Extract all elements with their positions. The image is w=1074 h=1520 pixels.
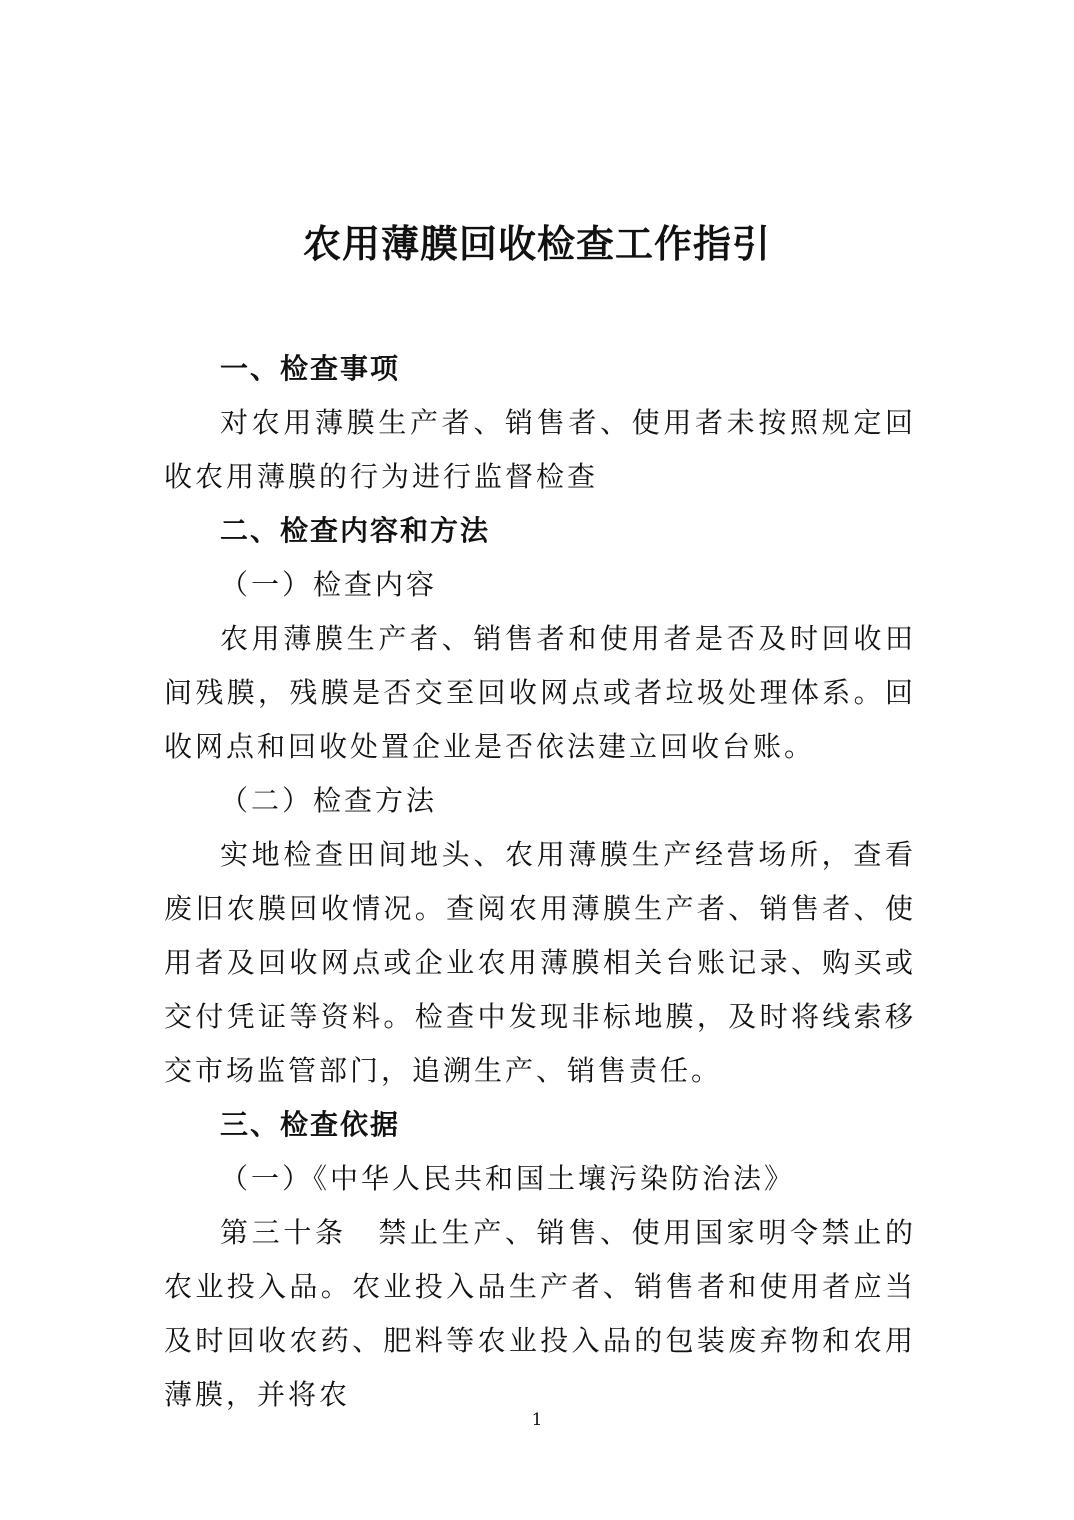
subheading-inspection-content: （一）检查内容: [220, 568, 438, 601]
document-body: [164, 342, 916, 1422]
section-heading-3: 三、检查依据: [220, 1108, 401, 1141]
subheading-soil-law: （一）《中华人民共和国土壤污染防治法》: [220, 1162, 796, 1195]
page-number: 1: [531, 1410, 543, 1430]
paragraph-inspection-items: 对农用薄膜生产者、销售者、使用者未按照规定回收农用薄膜的行为进行监督检查: [164, 406, 916, 493]
paragraph-article-30: 第三十条 禁止生产、销售、使用国家明令禁止的农业投入品。农业投入品生产者、销售者和使用者应当及时回收农药、肥料等农业投入品的包装废弃物和农用薄膜，并将农: [164, 1216, 916, 1411]
paragraph-inspection-content: 农用薄膜生产者、销售者和使用者是否及时回收田间残膜，残膜是否交至回收网点或者垃圾处理体系。回收网点和回收处置企业是否依法建立回收台账。: [164, 622, 916, 763]
paragraph-inspection-method: 实地检查田间地头、农用薄膜生产经营场所，查看废旧农膜回收情况。查阅农用薄膜生产者、销售者、使用者及回收网点或企业农用薄膜相关台账记录、购买或交付凭证等资料。检查中发现非标地膜，及时将线索移交市场监管部门，追溯生产、销售责任。: [164, 838, 916, 1087]
section-heading-1: 一、检查事项: [220, 352, 401, 385]
section-heading-2: 二、检查内容和方法: [220, 514, 491, 547]
subheading-inspection-method: （二）检查方法: [220, 784, 438, 817]
document-title: 农用薄膜回收检查工作指引: [302, 221, 771, 266]
